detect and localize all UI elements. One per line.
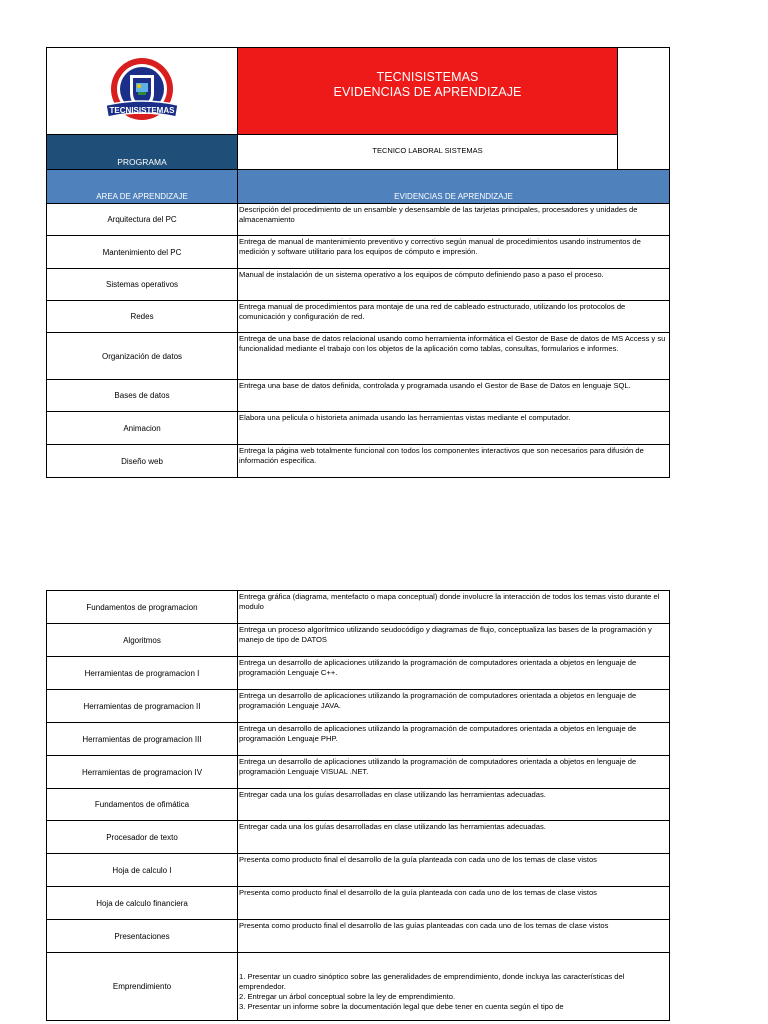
evidence-cell: Entrega un desarrollo de aplicaciones utilizando la programación de computadores orientada a objetos en lenguaje de programación Lenguaje PHP. xyxy=(238,723,670,756)
table-row xyxy=(47,953,670,1021)
evidence-cell: Entrega un proceso algorítmico utilizando seudocódigo y diagramas de flujo, conceptualiza las bases de la programación y manejo de tipo de DATOS xyxy=(238,624,670,657)
table-row xyxy=(47,204,670,236)
evidence-cell: Entregar cada una los guías desarrolladas en clase utilizando las herramientas adecuadas. xyxy=(238,821,670,854)
evidence-cell xyxy=(238,953,670,1021)
table-row xyxy=(47,887,670,920)
page-subtitle: EVIDENCIAS DE APRENDIZAJE xyxy=(333,85,522,99)
table-row xyxy=(47,269,670,301)
evidencias-table-1 xyxy=(46,47,670,478)
evidence-cell: Entrega de una base de datos relacional usando como herramienta informática el Gestor de Base de datos de MS Access y su funcionalidad mediante el trabajo con los objetos de la aplicación como tablas, consultas, formularios e informes. xyxy=(238,333,670,380)
area-cell: Herramientas de programacion IV xyxy=(47,756,238,789)
evidence-cell: Elabora una pelicula o historieta animada usando las herramientas vistas mediante el computador. xyxy=(238,412,670,445)
area-cell: Hoja de calculo financiera xyxy=(47,887,238,920)
evidence-cell: Presenta como producto final el desarrollo de las guías planteadas con cada uno de los temas de clase vistos xyxy=(238,920,670,953)
evidencias-table-2 xyxy=(46,590,670,1021)
evidence-cell: Entrega un desarrollo de aplicaciones utilizando la programación de computadores orientada a objetos en lenguaje de programación Lenguaje JAVA. xyxy=(238,690,670,723)
evidence-cell: Entrega la página web totalmente funcional con todos los componentes interactivos que son necesarios para difusión de información especifica. xyxy=(238,445,670,478)
table-row xyxy=(47,236,670,269)
area-cell: Animacion xyxy=(47,412,238,445)
table-row xyxy=(47,591,670,624)
programa-label: PROGRAMA xyxy=(47,135,238,170)
page-title: TECNISISTEMAS xyxy=(376,70,479,84)
table-row xyxy=(47,301,670,333)
table-row xyxy=(47,821,670,854)
table-row xyxy=(47,333,670,380)
title-cell xyxy=(238,48,618,135)
table-row xyxy=(47,723,670,756)
area-cell: Bases de datos xyxy=(47,380,238,412)
evidence-cell: Manual de instalación de un sistema operativo a los equipos de cómputo definiendo paso a paso el proceso. xyxy=(238,269,670,301)
area-cell: Herramientas de programacion I xyxy=(47,657,238,690)
area-cell: Algoritmos xyxy=(47,624,238,657)
table-row xyxy=(47,690,670,723)
blank-cell xyxy=(618,48,670,170)
evidence-cell: Descripción del procedimiento de un ensamble y desensamble de las tarjetas principales, procesadores y unidades de almacenamiento xyxy=(238,204,670,236)
area-column-header: AREA DE APRENDIZAJE xyxy=(47,170,238,204)
table-row xyxy=(47,920,670,953)
programa-value: TECNICO LABORAL SISTEMAS xyxy=(238,135,618,170)
logo-cell xyxy=(47,48,238,135)
evidence-cell: Presenta como producto final el desarrollo de la guía planteada con cada uno de los temas de clase vistos xyxy=(238,854,670,887)
table-row xyxy=(47,624,670,657)
area-cell: Herramientas de programacion III xyxy=(47,723,238,756)
area-cell: Emprendimiento xyxy=(47,953,238,1021)
area-cell: Sistemas operativos xyxy=(47,269,238,301)
evidence-cell: Entrega una base de datos definida, controlada y programada usando el Gestor de Base de Datos en lenguaje SQL. xyxy=(238,380,670,412)
area-cell: Diseño web xyxy=(47,445,238,478)
evidence-item: 1. Presentar un cuadro sinóptico sobre las generalidades de emprendimiento, donde incluya las características del emprendedor. xyxy=(239,972,625,991)
evidence-cell: Entregar cada una los guías desarrolladas en clase utilizando las herramientas adecuadas. xyxy=(238,789,670,821)
area-cell: Fundamentos de programacion xyxy=(47,591,238,624)
area-cell: Hoja de calculo I xyxy=(47,854,238,887)
table-row xyxy=(47,445,670,478)
evidence-cell: Entrega de manual de mantenimiento preventivo y correctivo según manual de procedimientos usando instrumentos de medición y software utilitario para los equipos de cómputo e impresión. xyxy=(238,236,670,269)
evidence-cell: Presenta como producto final el desarrollo de la guía planteada con cada uno de los temas de clase vistos xyxy=(238,887,670,920)
area-cell: Mantenimiento del PC xyxy=(47,236,238,269)
evidence-item: 3. Presentar un informe sobre la documentación legal que debe tener en cuenta según el tipo de xyxy=(239,1002,564,1011)
table-row xyxy=(47,380,670,412)
svg-text:TECNISISTEMAS: TECNISISTEMAS xyxy=(109,106,175,115)
evidence-cell: Entrega gráfica (diagrama, mentefacto o mapa conceptual) donde involucre la interacción de todos los temas visto durante el modulo xyxy=(238,591,670,624)
area-cell: Redes xyxy=(47,301,238,333)
evidence-cell: Entrega un desarrollo de aplicaciones utilizando la programación de computadores orientada a objetos en lenguaje de programación Lenguaje C++. xyxy=(238,657,670,690)
area-cell: Procesador de texto xyxy=(47,821,238,854)
table-row xyxy=(47,412,670,445)
table-row xyxy=(47,789,670,821)
evidence-item: 2. Entregar un árbol conceptual sobre la ley de emprendimiento. xyxy=(239,992,456,1001)
area-cell: Organización de datos xyxy=(47,333,238,380)
area-cell: Presentaciones xyxy=(47,920,238,953)
tecnisistemas-logo xyxy=(47,53,237,129)
table-row xyxy=(47,854,670,887)
area-cell: Arquitectura del PC xyxy=(47,204,238,236)
evidence-cell: Entrega un desarrollo de aplicaciones utilizando la programación de computadores orientada a objetos en lenguaje de programación Lenguaje VISUAL .NET. xyxy=(238,756,670,789)
evidence-cell: Entrega manual de procedimientos para montaje de una red de cableado estructurado, utilizando los protocolos de comunicación y configuración de red. xyxy=(238,301,670,333)
evidencias-column-header: EVIDENCIAS DE APRENDIZAJE xyxy=(238,170,670,204)
table-row xyxy=(47,657,670,690)
table-row xyxy=(47,756,670,789)
area-cell: Herramientas de programacion II xyxy=(47,690,238,723)
area-cell: Fundamentos de ofimática xyxy=(47,789,238,821)
